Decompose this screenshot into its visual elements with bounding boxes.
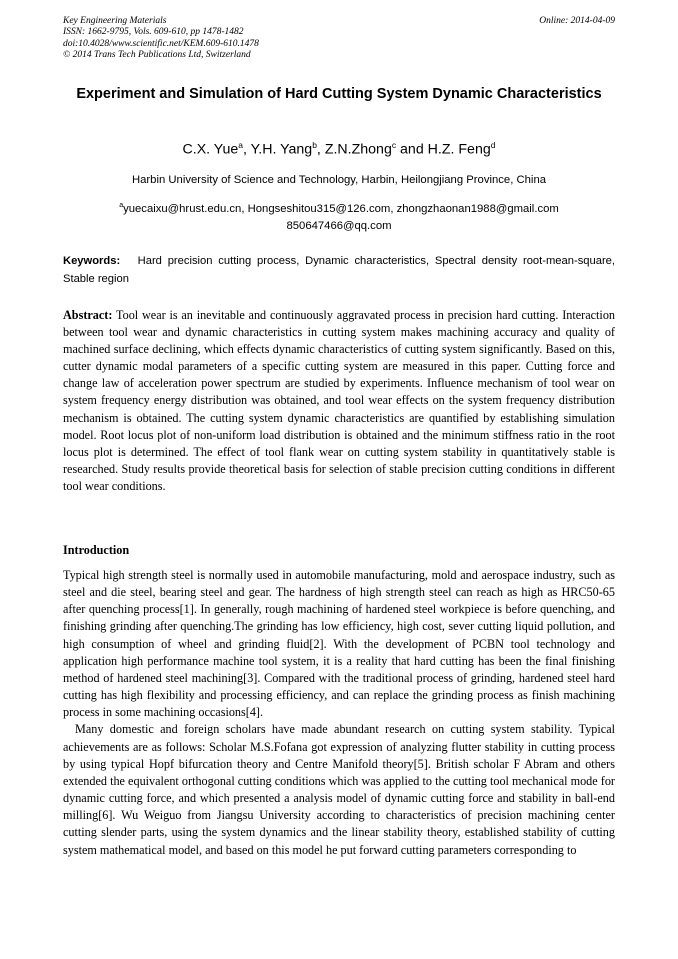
author-separator: ,	[243, 141, 251, 158]
affiliation: Harbin University of Science and Technology, Harbin, Heilongjiang Province, China	[131, 174, 547, 186]
paper-title: Experiment and Simulation of Hard Cutting System Dynamic Characteristics	[76, 86, 602, 102]
journal-header	[63, 16, 615, 62]
issn-line: ISSN: 1662-9795, Vols. 609-610, pp 1478-1482	[63, 27, 244, 38]
author-superscript: c	[391, 140, 397, 150]
author-separator: ,	[316, 141, 325, 158]
author-superscript: d	[490, 140, 496, 150]
abstract-text: Tool wear is an inevitable and continuously aggravated process in precision hard cutting. Interaction between tool wear and dynamic characteristics in cutting system makes machining accuracy and quality of machined surface declining, which effects dynamic characteristics of cutting system significantly. Based on this, cutter dynamic modal parameters of a specific cutting system are measured in this paper. Cutting force and change law of acceleration power spectrum are studied by experiments. Influence mechanism of tool wear on system frequency energy distribution was obtained, and tool wear effects on the system frequency distribution mechanism is obtained. The cutting system dynamic characteristics are quantified by establishing simulation model. Root locus plot of non-uniform load distribution is obtained and the minimum stiffness ratio in the root locus plot is determined. The effect of tool flank wear on cutting system stability in quantitatively stable is researched. Study results provide theoretical basis for selection of stable precision cutting conditions in different tool wear conditions.	[63, 308, 616, 493]
doi-line[interactable]: doi:10.4028/www.scientific.net/KEM.609-610.1478	[63, 38, 259, 49]
author-name: C.X. Yue	[182, 141, 239, 158]
email-addresses[interactable]: yuecaixu@hrust.edu.cn, Hongseshitou315@126.com, zhongzhaonan1988@gmail.com	[123, 202, 559, 215]
online-date: Online: 2014-04-09	[539, 16, 615, 26]
author-separator: and	[396, 141, 428, 158]
keywords-block	[63, 253, 615, 288]
author-name: Y.H. Yang	[250, 141, 313, 158]
journal-name: Key Engineering Materials	[63, 16, 167, 26]
author-emails	[63, 197, 615, 236]
author-superscript: a	[238, 140, 244, 150]
email-line-1	[63, 197, 615, 218]
copyright-line: © 2014 Trans Tech Publications Ltd, Switzerland	[63, 50, 251, 61]
introduction-body	[63, 567, 615, 859]
abstract-label: Abstract:	[63, 308, 113, 322]
paragraph: Many domestic and foreign scholars have made abundant research on cutting system stability. Typical achievements are as follows: Scholar M.S.Fofana got expression of analyzing flutter stability in cutting process by using typical Hopf bifurcation theory and Centre Manifold theory[5]. British scholar F Abram and others extended the equivalent orthogonal cutting conditions which was applied to the cutting tool mechanical mode for dynamic cutting force, and which presented a analysis model of dynamic cutting force and stability in ball-end milling[6]. Wu Weiguo from Jiangsu University according to characteristics of precision machining center cutting slender parts, using the system dynamics and the linear stability theory, established stability of cutting system mathematical model, and based on this model he put forward cutting parameters corresponding to	[63, 722, 615, 857]
keywords-text: Hard precision cutting process, Dynamic characteristics, Spectral density root-mean-square, Stable region	[63, 255, 616, 285]
author-list	[63, 136, 615, 159]
section-heading-introduction: Introduction	[63, 543, 130, 557]
author-superscript: b	[312, 140, 317, 150]
email-superscript: a	[119, 202, 124, 209]
author-name: Z.N.Zhong	[324, 141, 392, 158]
keywords-label: Keywords:	[63, 255, 121, 267]
abstract-block	[63, 307, 615, 495]
email-line-2[interactable]: 850647466@qq.com	[286, 220, 392, 233]
paragraph: Typical high strength steel is normally used in automobile manufacturing, mold and aerospace industry, such as steel and die steel, bearing steel and gear. The hardness of high strength steel can reach as high as HRC50-65 after quenching process[1]. In generally, rough machining of hardened steel workpiece is before quenching, and finishing grinding after quenching.The grinding has low efficiency, high cost, sever cutting liquid pollution, and high consumption of wheel and grinding fluid[2]. With the development of PCBN tool technology and application high performance machine tool system, it is a reality that hard cutting has been the final finishing method of hardened steel machining[3]. Compared with the traditional process of grinding, hardened steel hard cutting has high flexibility and processing efficiency, and can replace the grinding process as finish machining process in some machining occasions[4].	[63, 568, 615, 720]
author-name: H.Z. Feng	[427, 141, 491, 158]
